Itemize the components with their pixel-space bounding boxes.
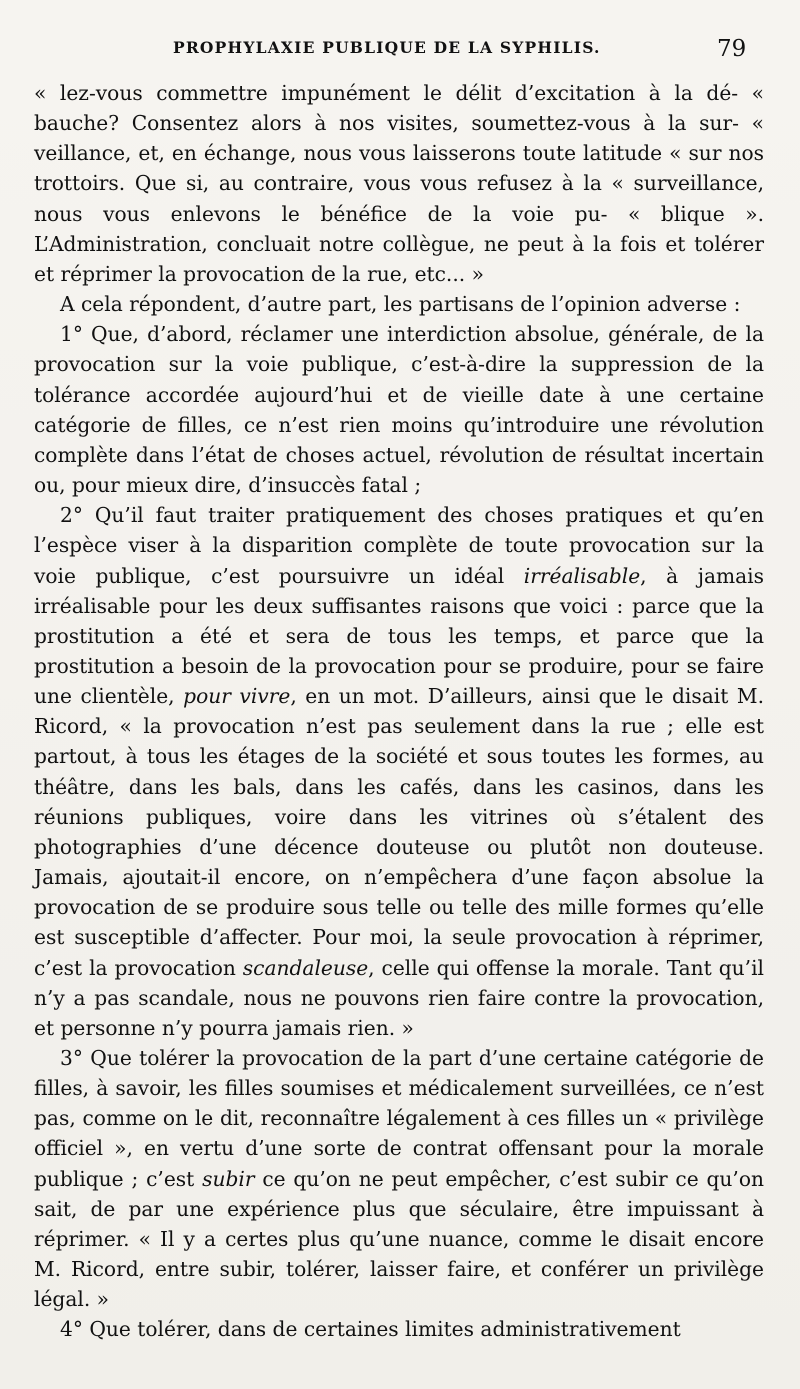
paragraph-4 <box>34 500 764 1043</box>
text-run: ce qu’on ne peut empêcher, c’est subir ce qu’on sait, de par une expérience plus que séculaire, être impuissant à réprimer. « Il y a certes plus qu’une nuance, comme le disait encore M. Ricord, entre subir, tolérer, laisser faire, et conférer un privilège légal. » <box>34 1166 765 1312</box>
paragraph-6 <box>34 1314 764 1344</box>
running-title: PROPHYLAXIE PUBLIQUE DE LA SYPHILIS. <box>173 38 601 57</box>
text-run: 3° Que tolérer la provocation de la part d’une certaine catégorie de filles, à savoir, les filles soumises et médicalement surveillées, ce n’est pas, comme on le dit, reconnaître légalement à ces filles un « privilège officiel », en vertu d’une sorte de contrat offensant pour la morale publique ; c’est <box>34 1046 764 1191</box>
italic-run: subir <box>202 1166 255 1191</box>
text-run: , en un mot. D’ailleurs, ainsi que le disait M. Ricord, « la provocation n’est pas seulement dans la rue ; elle est partout, à tous les étages de la société et sous toutes les formes, au théâtre, dans les bals, dans les cafés, dans les casinos, dans les réunions publiques, voire dans les vitrines où s’étalent des photographies d’une décence douteuse ou plutôt non douteuse. Jamais, ajoutait-il encore, on n’empêchera d’une façon absolue la provocation de se produire sous telle ou telle des mille formes qu’elle est susceptible d’affecter. Pour moi, la seule provocation à réprimer, c’est la provocation <box>34 684 764 980</box>
paragraph-2 <box>34 289 764 319</box>
italic-run: pour vivre <box>183 684 291 709</box>
text-run: 4° Que tolérer, dans de certaines limites administrativement <box>60 1317 681 1342</box>
italic-run: irréalisable <box>523 563 641 588</box>
text-run: , à jamais irréalisable pour les deux suffisantes raisons que voici : parce que la prostitution a été et sera de tous les temps, et parce que la prostitution a besoin de la provocation pour se produire, pour se faire une clientèle, <box>34 563 765 709</box>
text-run: 1° Que, d’abord, réclamer une interdiction absolue, générale, de la provocation sur la voie publique, c’est-à-dire la suppression de la tolérance accordée aujourd’hui et de vieille date à une certaine catégorie de filles, ce n’est rien moins qu’introduire une révolution complète dans l’état de choses actuel, révolution de résultat incertain ou, pour mieux dire, d’insuccès fatal ; <box>34 322 764 498</box>
text-run: A cela répondent, d’autre part, les partisans de l’opinion adverse : <box>60 292 741 317</box>
italic-run: scandaleuse <box>242 955 369 980</box>
text-run: « lez-vous commettre impunément le délit d’excitation à la dé- « bauche? Consentez alors à nos visites, soumettez-vous à la sur- « veillance, et, en échange, nous vous laisserons toute latitude « sur nos trottoirs. Que si, au contraire, vous vous refusez à la « surveillance, nous vous enlevons le bénéfice de la voie pu- « blique ». L’Administration, concluait notre collègue, ne peut à la fois et tolérer et réprimer la provocation de la rue, etc... » <box>34 81 764 286</box>
page-number: 79 <box>717 36 747 62</box>
text-run: , celle qui offense la morale. Tant qu’il n’y a pas scandale, nous ne pouvons rien faire contre la provocation, et personne n’y pourra jamais rien. » <box>34 955 764 1040</box>
paragraph-5 <box>34 1043 764 1314</box>
paragraph-3 <box>34 319 764 500</box>
text-run: 2° Qu’il faut traiter pratiquement des choses pratiques et qu’en l’espèce viser à la disparition complète de toute provocation sur la voie publique, c’est poursuivre un idéal <box>34 503 764 588</box>
paragraph-1 <box>34 78 764 289</box>
page-header <box>0 36 800 64</box>
body-text <box>34 78 764 1345</box>
